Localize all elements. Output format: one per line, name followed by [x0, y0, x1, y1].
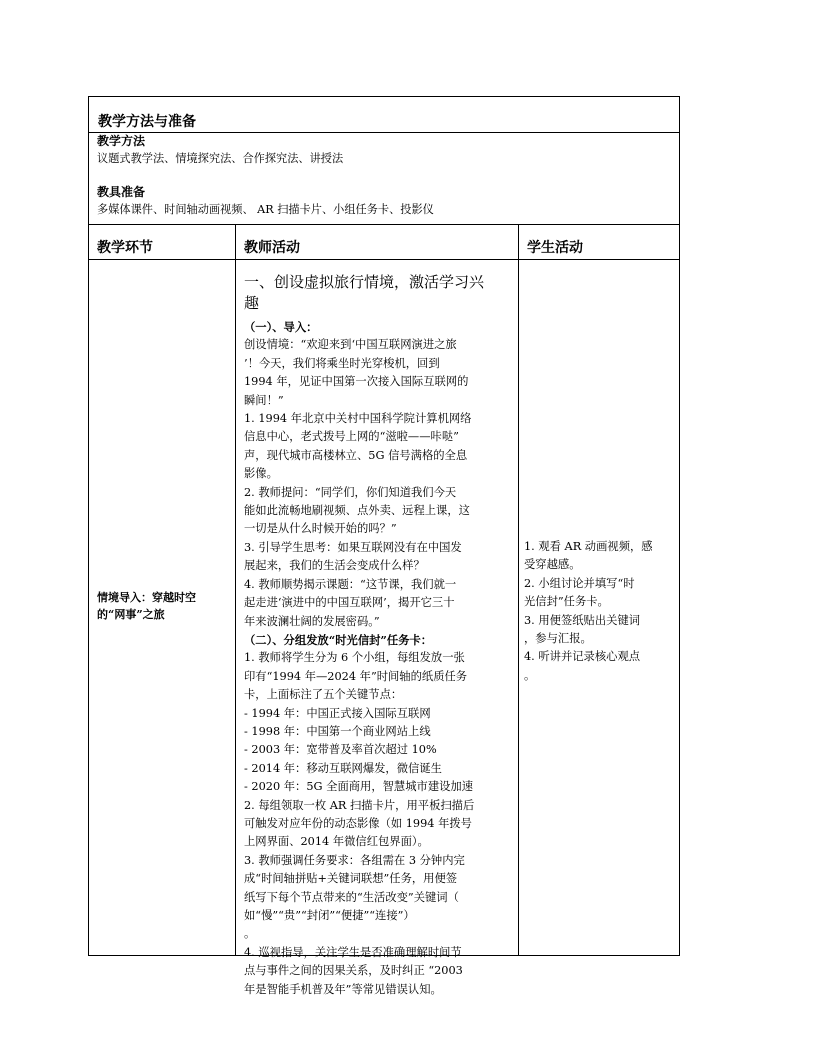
student-activity-line: 4. 听讲并记录核心观点	[524, 650, 641, 664]
student-activity-line: 2. 小组讨论并填写“时	[524, 576, 635, 590]
tools-text: 多媒体课件、时间轴动画视频、 AR 扫描卡片、小组任务卡、投影仪	[97, 203, 434, 216]
teacher-activity-line: 印有“1994 年—2024 年”时间轴的纸质任务	[244, 669, 468, 683]
teacher-activity-line: 3. 教师强调任务要求：各组需在 3 分钟内完	[244, 853, 465, 867]
teacher-activity-line: 上网界面、2014 年微信红包界面）。	[244, 835, 429, 849]
teacher-activity-line: （一）、导入：	[244, 320, 318, 334]
teacher-activity-line: 成“时间轴拼贴+关键词联想”任务，用便签	[244, 872, 458, 886]
methods-text: 议题式教学法、情境探究法、合作探究法、讲授法	[97, 152, 344, 165]
teacher-activity-line: 可触发对应年份的动态影像（如 1994 年拨号	[244, 816, 472, 830]
student-activity-line: 光信封”任务卡。	[524, 595, 609, 609]
tools-label: 教具准备	[97, 185, 146, 199]
column-divider	[235, 224, 236, 956]
teacher-activity-line: （二）、分组发放“时光信封”任务卡：	[244, 632, 433, 647]
lesson-plan-table	[88, 96, 680, 996]
teacher-activity-line: - 2020 年：5G 全面商用，智慧城市建设加速	[244, 780, 474, 794]
teacher-activity-line: 起走进‘演进中的中国互联网’，揭开它三十	[244, 596, 455, 610]
teacher-activity-line: 年来波澜壮阔的发展密码。”	[244, 614, 380, 628]
teacher-activity-line: ’！今天，我们将乘坐时光穿梭机，回到	[244, 356, 440, 370]
teacher-activity-line: 4. 巡视指导，关注学生是否准确理解时间节	[244, 945, 462, 959]
teacher-activity-line: 如“慢”“贵”“封闭”“便捷”“连接”）	[244, 909, 415, 922]
teacher-activity-line: 瞬间！”	[244, 393, 284, 407]
teacher-activity-line: - 1994 年：中国正式接入国际互联网	[244, 706, 431, 720]
teacher-activity-line: 影像。	[244, 467, 278, 481]
student-activity-line: 3. 用便签纸贴出关键词	[524, 613, 641, 627]
teacher-activity-line: - 2014 年：移动互联网爆发，微信诞生	[244, 761, 442, 775]
teacher-activity-line: 能如此流畅地刷视频、点外卖、远程上课，这	[244, 504, 470, 518]
methods-block	[97, 133, 667, 218]
teacher-activity-line: 4. 教师顺势揭示课题：“这节课，我们就一	[244, 577, 457, 591]
teacher-activity-line: 展起来，我们的生活会变成什么样？	[244, 559, 425, 573]
methods-label: 教学方法	[97, 134, 146, 148]
teacher-activity-line: 1994 年，见证中国第一次接入国际互联网的	[244, 375, 469, 389]
teacher-activity-line: 信息中心，老式拨号上网的“滋啦——咔哒”	[244, 430, 459, 444]
section-title: 教学方法与准备	[98, 114, 196, 130]
teacher-activity-line: 2. 每组领取一枚 AR 扫描卡片，用平板扫描后	[244, 798, 475, 812]
teacher-activity-line: 声，现代城市高楼林立、5G 信号满格的全息	[244, 448, 468, 462]
teacher-activity-cell	[244, 272, 514, 999]
teacher-activity-line: 卡，上面标注了五个关键节点：	[244, 688, 403, 702]
title-line: 趣	[244, 294, 260, 312]
student-activity-line: 。	[524, 668, 536, 682]
student-activity-line: 1. 观看 AR 动画视频，感	[524, 540, 653, 553]
column-divider	[518, 224, 519, 956]
row-divider	[89, 224, 679, 225]
teacher-activity-line: 年是智能手机普及年”等常见错误认知。	[244, 982, 442, 996]
student-activity-line: 受穿越感。	[524, 558, 581, 572]
row-divider	[89, 259, 679, 260]
teacher-activity-line: 3. 引导学生思考：如果互联网没有在中国发	[244, 540, 462, 554]
teacher-activity-title	[244, 272, 514, 314]
teacher-activity-line: 。	[244, 927, 256, 941]
student-activity-line: ，参与汇报。	[524, 632, 592, 646]
teacher-activity-body	[244, 318, 514, 999]
teacher-activity-line: - 1998 年：中国第一个商业网站上线	[244, 724, 431, 738]
teacher-activity-line: 1. 教师将学生分为 6 个小组，每组发放一张	[244, 651, 465, 665]
teacher-activity-line: 一切是从什么时候开始的吗？”	[244, 522, 397, 536]
teacher-activity-line: 点与事件之间的因果关系，及时纠正 “2003	[244, 964, 463, 978]
title-line: 一、创设虚拟旅行情境，激活学习兴	[244, 273, 485, 291]
teacher-activity-line: 创设情境：“欢迎来到‘中国互联网演进之旅	[244, 338, 457, 352]
header-stage: 教学环节	[97, 240, 153, 256]
teacher-activity-line: 1. 1994 年北京中关村中国科学院计算机网络	[244, 412, 472, 426]
header-teacher: 教师活动	[244, 240, 300, 256]
header-student: 学生活动	[527, 240, 583, 256]
student-activity-cell	[524, 538, 676, 685]
teacher-activity-line: 2. 教师提问：“同学们，你们知道我们今天	[244, 485, 457, 499]
stage-line: 的“网事”之旅	[97, 608, 165, 621]
stage-cell	[97, 589, 196, 623]
teacher-activity-line: - 2003 年：宽带普及率首次超过 10%	[244, 743, 437, 757]
teacher-activity-line: 纸写下每个节点带来的“生活改变”关键词（	[244, 890, 459, 904]
stage-line: 情境导入：穿越时空	[97, 591, 196, 604]
